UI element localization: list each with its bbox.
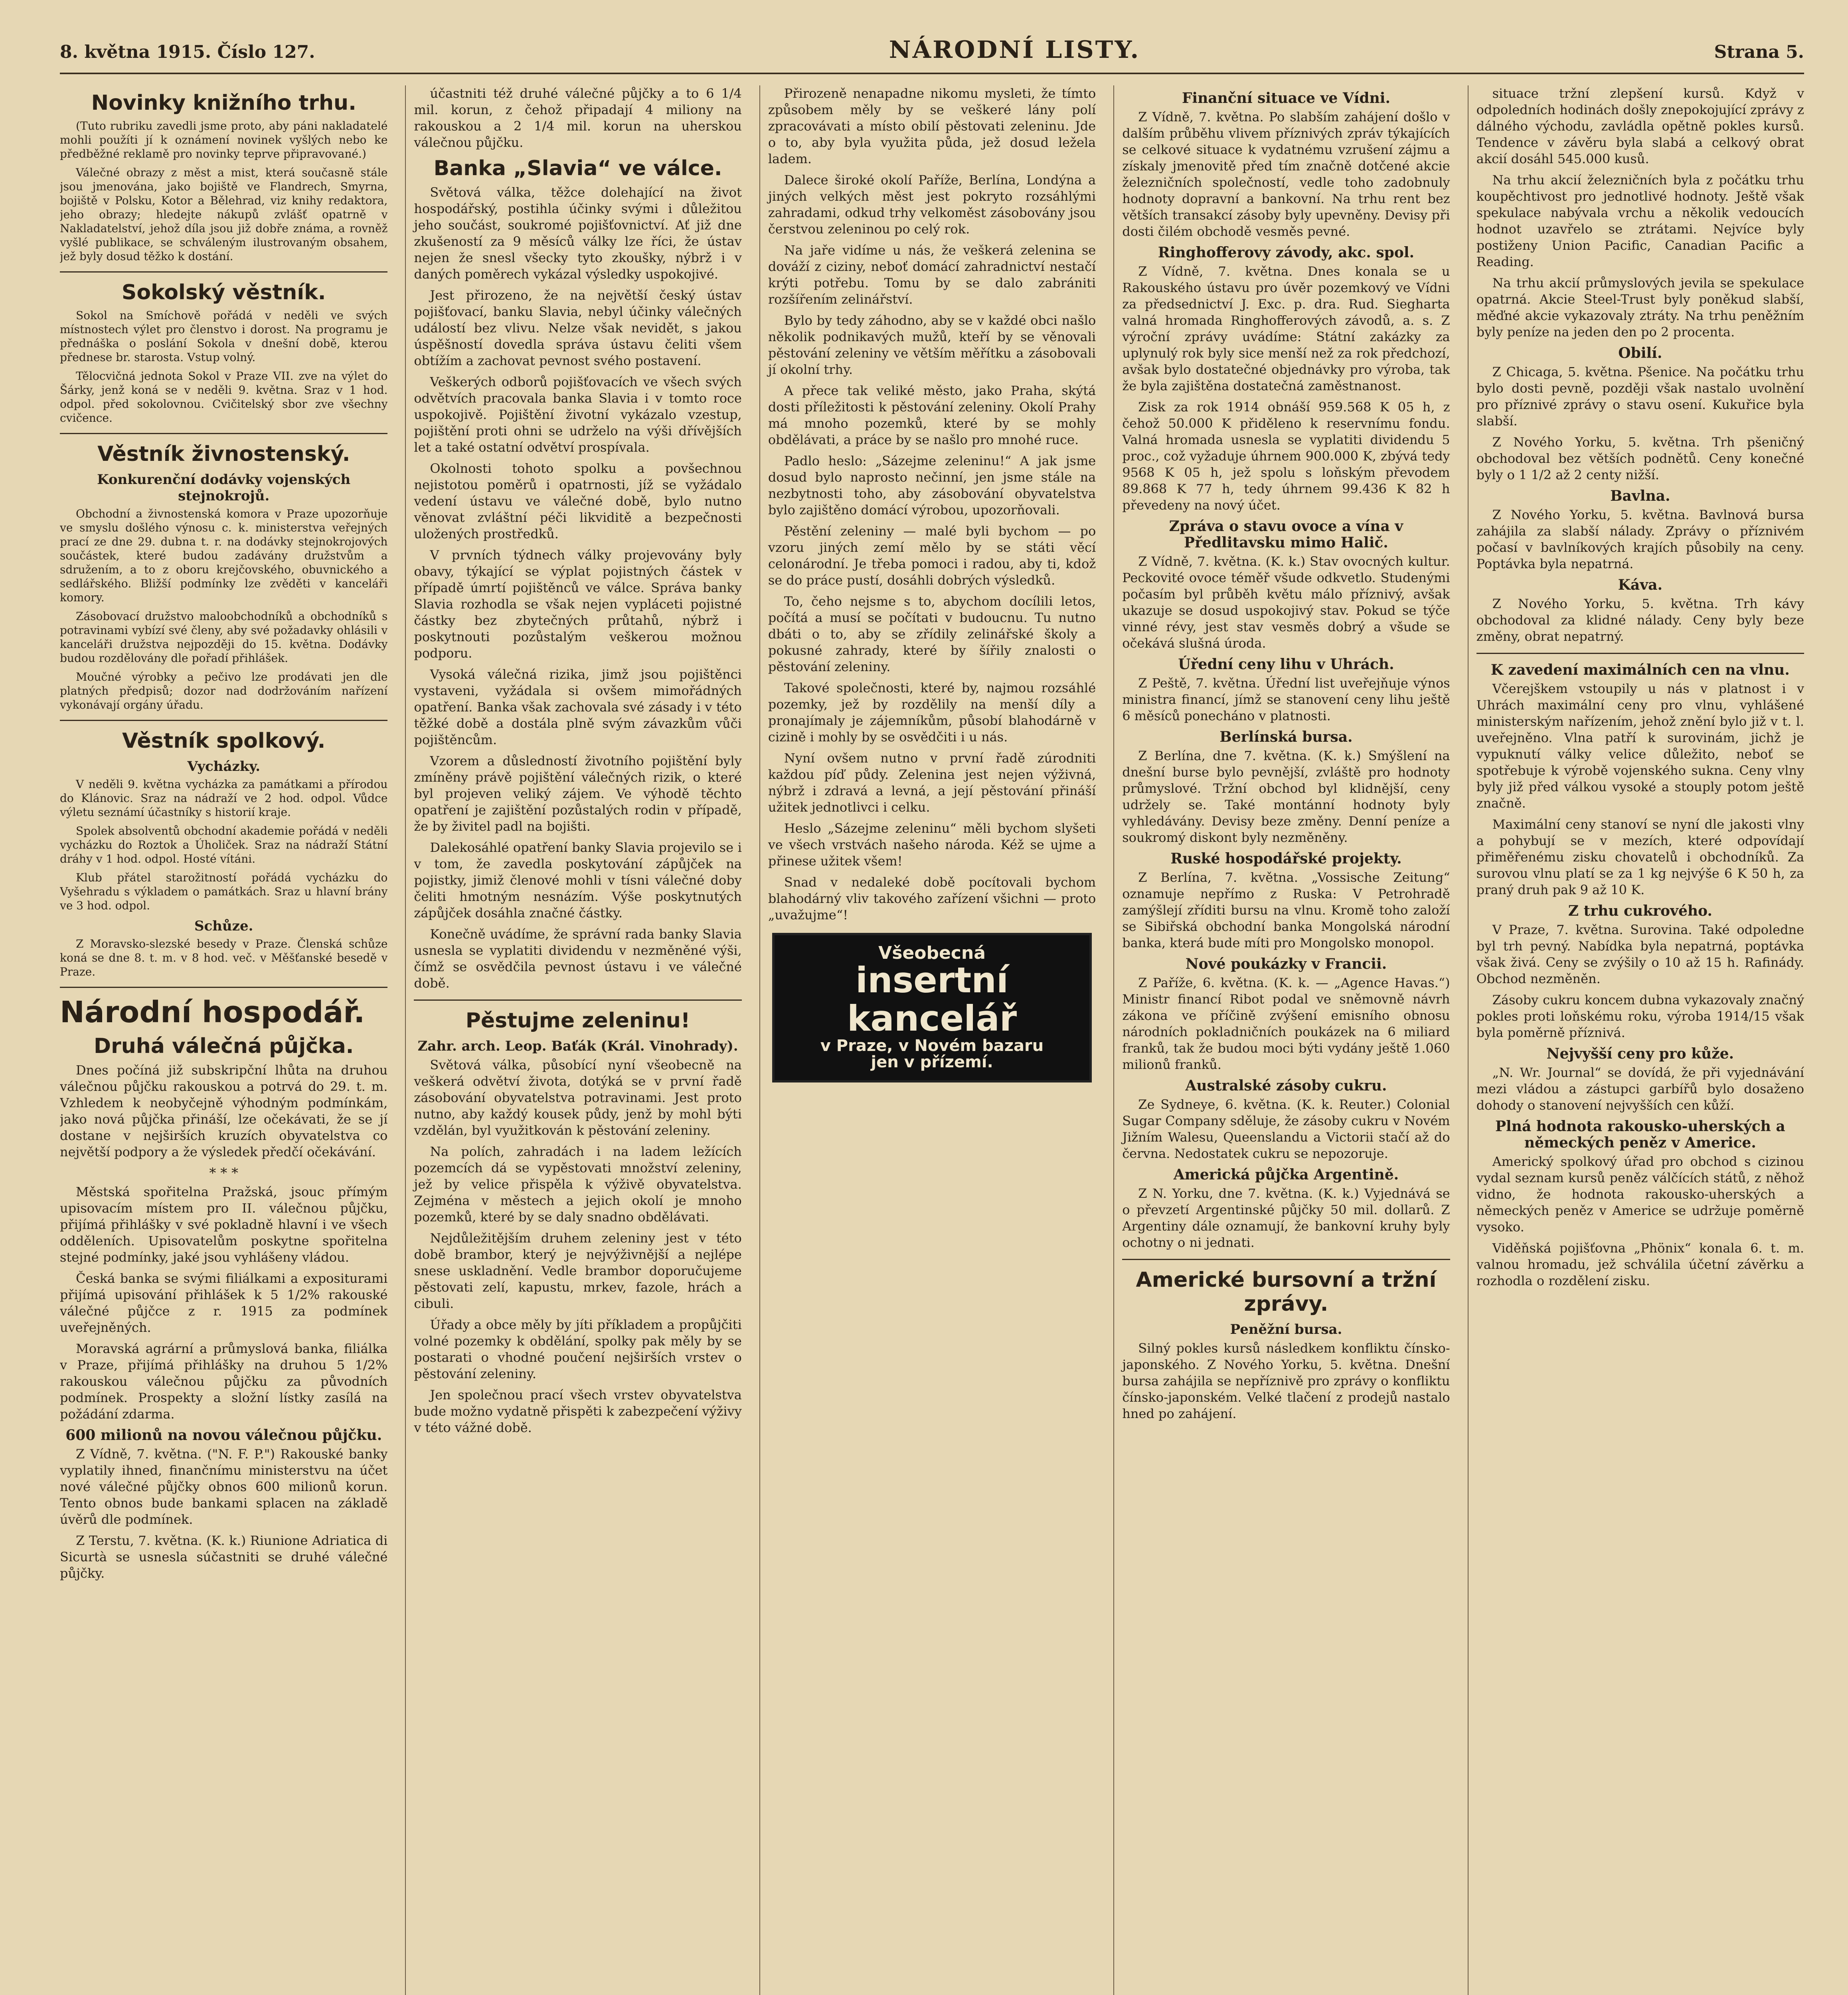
article-text: Viděňská pojišťovna „Phönix“ konala 6. t. m. valnou hromadu, jež schválila účetní závěrku a rozhodla o rozdělení zisku.	[1476, 1240, 1805, 1288]
article-text: Americký spolkový úřad pro obchod s cizinou vydal seznam kursů peněz válčících států, z něhož vidno, že hodnota rakousko-uherských a německých peněz v Americe se udržuje poměrně vysoko.	[1476, 1154, 1805, 1235]
article-text: účastniti též druhé válečné půjčky a to 6 1/4 mil. korun, z čehož připadají 4 miliony na rakouskou a 2 1/4 mil. korun na uherskou válečnou půjčku.	[414, 86, 742, 150]
heading-financni-situace: Finanční situace ve Vídni.	[1182, 90, 1390, 107]
article-text: Jest přirozeno, že na největší český ústav pojišťovací, banku Slavia, nebyl účinky válečných událostí bez vlivu. Nelze však nevidět, s jakou úspěšností dovedla správa ústavu čeliti všem obtížím a zachovat pevnost svého postavení.	[414, 288, 742, 368]
heading-ringhoffer: Ringhofferovy závody, akc. spol.	[1158, 244, 1415, 261]
divider	[414, 999, 741, 1001]
article-text: Nyní ovšem nutno v první řadě zúrodniti každou píď půdy. Zelenina jest nejen výživná, nýbrž i zdravá a levná, a její pěstování přináší užitek jednotlivci i celku.	[768, 751, 1096, 815]
article-text: Zásoby cukru koncem dubna vykazovaly značný pokles proti loňskému roku, výroba 1914/15 však byla poměrně příznivá.	[1476, 992, 1805, 1040]
newspaper-title: NÁRODNÍ LISTY.	[889, 36, 1140, 64]
article-text: Okolnosti tohoto spolku a povšechnou nejistotou poměrů i opatrnosti, jíž se vyžádalo vedení ústavu ve válečné době, bylo nutno věnovat zvláštní péči likviditě a bezpečnosti uložených prostředků.	[414, 461, 742, 541]
article-text: Na jaře vidíme u nás, že veškerá zelenina se dováží z ciziny, neboť domácí zahradnictví nestačí krýti potřebu. Tomu by se dalo zabrániti rozšířením zelinářství.	[768, 243, 1096, 307]
article-text: Veškerých odborů pojišťovacích ve všech svých odvětvích pracovala banka Slavia i v tomto roce uspokojivě. Pojištění životní vykázalo vzestup, pojištění proti ohni se udrželo na výši dřívějších let a také ostatní odvětví prospívala.	[414, 374, 742, 455]
heading-novinky: Novinky knižního trhu.	[91, 91, 356, 115]
heading-banka-slavia: Banka „Slavia“ ve válce.	[433, 156, 722, 180]
article-text: Zásobovací družstvo maloobchodníků a obchodníků s potravinami vybízí své členy, aby své požadavky ohlásili v kanceláři družstva nejpozději do 15. května. Dodávky budou rozdělovány dle pořadí přihlášek.	[60, 610, 388, 665]
article-text: Heslo „Sázejme zeleninu“ měli bychom slyšeti ve všech vrstvách našeho národa. Kéž se ujme a přinese užitek všem!	[768, 821, 1096, 869]
article-text: Padlo heslo: „Sázejme zeleninu!“ A jak jsme dosud bylo naprosto nečinní, jen jsme stále na nezbytnosti toho, aby zásobování obyvatelstva bylo zajištěno domácí výrobou, upozorňovali.	[768, 453, 1096, 518]
article-text: Z Terstu, 7. května. (K. k.) Riunione Adriatica di Sicurtà se usnesla súčastniti se druhé válečné půjčky.	[60, 1533, 388, 1581]
article-text: Česká banka se svými filiálkami a expositurami přijímá upisování přihlášek k 5 1/2% rakouské válečné půjčce z r. 1915 za podmínek uveřejněných.	[60, 1271, 388, 1335]
article-text: Vzorem a důsledností životního pojištění byly zmíněny právě pojištění válečných rizik, o které byl projeven veliký zájem. Ve výhodě těchto opatření je zajištění pozůstalých rodin v případě, že by živitel padl na bojišti.	[414, 753, 742, 834]
issue-date: 8. května 1915. Číslo 127.	[60, 42, 315, 62]
heading-kava: Káva.	[1618, 577, 1663, 593]
article-text: Na trhu akcií železničních byla z počátku trhu koupěchtivost pro jednotlivé hodnoty. Ještě však spekulace nabývala vrchu a několik vedoucích hodnot uzavřelo se ztrátami. Nejvíce byly postiženy Union Pacific, Canadian Pacific a Reading.	[1476, 172, 1805, 269]
novinky-note: (Tuto rubriku zavedli jsme proto, aby páni nakladatelé mohli použíti jí k oznámení novinek vyšlých nebo ke předběžné reklamě pro novinky teprve připravované.)	[60, 119, 388, 160]
article-text: Z Nového Yorku, 5. května. Bavlnová bursa zahájila za slabší nálady. Zprávy o příznivém počasí v bavlníkových krajích působily na ceny. Poptávka byla nepatrná.	[1476, 507, 1805, 571]
article-text: Světová válka, působící nyní všeobecně na veškerá odvětví života, dotýká se v první řadě zásobování obyvatelstva potravinami. Jest proto nutno, aby každý kousek půdy, jenž by mohl býti vzdělán, byl využitkován k pěstování zeleniny.	[414, 1057, 742, 1138]
article-text: Přirozeně nenapadne nikomu mysleti, že tímto způsobem měly by se veškeré lány polí zpracovávati a místo obilí pěstovati zeleninu. Jde o to, aby byla využita půda, jež dosud ležela ladem.	[768, 86, 1096, 166]
divider	[1476, 653, 1804, 654]
article-text: Z Nového Yorku, 5. května. Trh kávy obchodoval za klidné nálady. Ceny byly beze změny, obrat nepatrný.	[1476, 596, 1805, 644]
heading-ceny-lihu: Úřední ceny lihu v Uhrách.	[1178, 656, 1394, 673]
article-text: V prvních týdnech války projevovány byly obavy, týkající se výplat pojistných částek v případě úmrtí pojištěnců ve válce. Správa banky Slavia rozhodla se však nejen vypláceti pojistné částky bez zbytečných průtahů, nýbrž i poskytnouti pozůstalým veškerou možnou podporu.	[414, 547, 742, 661]
heading-valecna-pujcka: Druhá válečná půjčka.	[93, 1034, 354, 1058]
divider	[60, 987, 387, 988]
heading-obili: Obilí.	[1618, 345, 1662, 361]
article-text: Pěstění zeleniny — malé byli bychom — po vzoru jiných zemí mělo by se státi věcí celonárodní. Je třeba pomoci i radou, aby ti, kdož se do práce pustí, dosáhli dobrých výsledků.	[768, 523, 1096, 588]
column-2	[405, 85, 741, 1995]
article-text: Nejdůležitějším druhem zeleniny jest v této době brambor, který je nejvýživnější a nejlépe snese uskladnění. Vedle brambor doporučujeme pěstovati zelí, kapustu, mrkev, fazole, hrách a cibuli.	[414, 1231, 742, 1311]
article-text: Na polích, zahradách i na ladem ležících pozemcích dá se vypěstovati množství zeleniny, jež by velice přispěla k výživě obyvatelstva. Zejména v městech a jejich okolí je mnoho pozemků, které by se daly snadno obdělávati.	[414, 1144, 742, 1225]
article-text: A přece tak veliké město, jako Praha, skýtá dosti příležitosti k pěstování zeleniny. Okolí Prahy má mnoho pozemků, které by se mohly obdělávati, a práce by se našlo pro mnohé ruce.	[768, 383, 1096, 447]
heading-ceny-kuze: Nejvyšší ceny pro kůže.	[1546, 1045, 1734, 1062]
divider	[1122, 1259, 1450, 1260]
article-text: Takové společnosti, které by, najmou rozsáhlé pozemky, jež by rozdělily na menší díly a pronajímaly je zájemníkům, působí blahodárně v cizině i mohly by se osvědčiti i u nás.	[768, 680, 1096, 745]
heading-trh-cukrovy: Z trhu cukrového.	[1568, 903, 1712, 919]
article-text: V Praze, 7. května. Surovina. Také odpoledne byl trh pevný. Nabídka byla nepatrná, poptávka však živá. Ceny se zvýšily o 10 až 15 h. Rafinády. Obchod nezměněn.	[1476, 922, 1805, 986]
article-text: Tělocvičná jednota Sokol v Praze VII. zve na výlet do Šárky, jenž koná se v neděli 9. května. Sraz v 1 hod. odpol. před sokolovnou. Cvičitelský sbor zve všechny cvičence.	[60, 369, 388, 425]
article-text: Konečně uvádíme, že správní rada banky Slavia usnesla se vyplatiti dividendu v nezměněné výši, čímž se osvědčila pevnost ústavu i ve válečné době.	[414, 926, 742, 991]
article-text: Dnes počíná již subskripční lhůta na druhou válečnou půjčku rakouskou a potrvá do 29. t. m. Vzhledem k neobyčejně výhodným podmínkám, jako nová půjčka přináší, lze očekávati, že se jí dostane v nejširších kruzích obyvatelstva co největší podpory a že výsledek předčí očekávání.	[60, 1063, 388, 1159]
article-text: Moravská agrární a průmyslová banka, filiálka v Praze, přijímá přihlášky na druhou 5 1/2% rakouskou válečnou půjčku za původních podmínek. Prospekty a složní lístky zasílá na požádání zdarma.	[60, 1341, 388, 1422]
article-text: Z Berlína, 7. května. „Vossische Zeitung“ oznamuje nepřímo z Ruska: V Petrohradě zamýšlejí zříditi bursu na vlnu. Kromě toho založí se Sibiřská obchodní banka Mongolská národní banka, která bude míti pro Mongolsko monopol.	[1122, 870, 1450, 950]
heading-ruske-projekty: Ruské hospodářské projekty.	[1170, 850, 1402, 867]
article-text: Úřady a obce měly by jíti příkladem a propůjčiti volné pozemky k obdělání, spolky pak měly by se postarati o vhodné poučení nejširších vrstev o pěstování zeleniny.	[414, 1317, 742, 1381]
article-text: Z Vídně, 7. května. ("N. F. P.") Rakouské banky vyplatily ihned, finančnímu ministerstvu na účet nové válečné půjčky obnos 600 milionů korun. Tento obnos bude bankami splacen na základě úvěrů dle podmínek.	[60, 1446, 388, 1527]
heading-berlinska-bursa: Berlínská bursa.	[1219, 729, 1353, 745]
article-text: V neděli 9. května vycházka za památkami a přírodou do Klánovic. Sraz na nádraží ve 2 hod. odpol. Vůdce výletu seznámí účastníky s historií kraje.	[60, 778, 388, 819]
article-text: situace tržní zlepšení kursů. Když v odpoledních hodinách došly znepokojující zprávy z dálného východu, zavládla opětně pokles kursů. Tendence v závěru byla slabá a celkový obrat akcií dosáhl 545.000 kusů.	[1476, 86, 1805, 166]
article-text: „N. Wr. Journal“ se dovídá, že při vyjednávání mezi vládou a zástupci garbířů bylo dosaženo dohody o stanovení nejvyšších cen kůží.	[1476, 1065, 1805, 1113]
article-text: Vysoká válečná rizika, jimž jsou pojištěnci vystaveni, vyžádala si ovšem mimořádných opatření. Banka však zachovala své zásady i v této těžké době a dostála plně svým závazkům vůči pojištěncům.	[414, 667, 742, 747]
article-text: Z Moravsko-slezské besedy v Praze. Členská schůze koná se dne 8. t. m. v 8 hod. več. v Měšťanské besedě v Praze.	[60, 937, 388, 978]
divider	[60, 720, 387, 721]
author-line: Zahr. arch. Leop. Baťák (Král. Vinohrady).	[417, 1038, 738, 1054]
heading-bavlna: Bavlna.	[1610, 488, 1670, 504]
article-text: Z Vídně, 7. května. (K. k.) Stav ovocných kultur. Peckovité ovoce téměř všude odkvetlo. Studenými počasím byl průběh květu málo příznivý, avšak ukazuje se dosud uspokojivý stav. Pokud se týče vinné révy, jest stav vesměs dobrý a všude se očekává slušná úroda.	[1122, 554, 1450, 651]
article-text: Spolek absolventů obchodní akademie pořádá v neděli vycházku do Roztok a Úholiček. Sraz na nádraží Státní dráhy v 1 hod. odpol. Hosté vítáni.	[60, 824, 388, 865]
ad-line-1: Všeobecná	[878, 943, 986, 963]
article-text: Včerejškem vstoupily u nás v platnost i v Uhrách maximální ceny pro vlnu, vyhlášené ministerským nařízením, jehož znění bylo již v t. l. uveřejněno. Vlna patří k surovinám, jichž je vypuknutí války velice důležito, neboť se spotřebuje k výrobě vojenského sukna. Ceny vlny byly již před válkou vysoké a stouply potom ještě značně.	[1476, 681, 1805, 811]
column-1	[60, 85, 387, 1995]
masthead	[60, 36, 1804, 74]
heading-zivnostensky: Věstník živnostenský.	[97, 442, 350, 466]
article-text: Silný pokles kursů následkem konfliktu čínsko-japonského. Z Nového Yorku, 5. května. Dnešní bursa zahájila se nepříznivě pro zprávy o konfliktu čínsko-japonském. Velké tlačení z prodejů nastalo hned po zahájení.	[1122, 1341, 1450, 1421]
heading-hodnota-penez: Plná hodnota rakousko-uherských a německých peněz v Americe.	[1495, 1118, 1785, 1151]
column-5	[1468, 85, 1804, 1995]
article-text: Z Vídně, 7. května. Po slabším zahájení došlo v dalším průběhu vlivem příznivých zpráv týkajících se celkové situace k vydatnému vzrušení zájmu a získaly jmenovitě před tím značně dotčené akcie železničních společností, vedle toho zadobnuly hodnoty dopravní a bankovní. Na trhu rent bez větších transakcí zásoby byly upevněny. Devisy při dosti čilém obchodě vesměs pevné.	[1122, 109, 1450, 239]
section-stars: * * *	[209, 1165, 239, 1181]
subheading: Konkurenční dodávky vojenských stejnokrojů.	[97, 472, 351, 504]
article-text: To, čeho nejsme s to, abychom docílili letos, počítá a musí se počítati v budoucnu. Tu nutno dbáti o to, aby se zřídily zelinářské školy a pokusné zahrady, které by šířily znalosti o pěstování zeleniny.	[768, 594, 1096, 674]
article-text: Na trhu akcií průmyslových jevila se spekulace opatrná. Akcie Steel-Trust byly poněkud slabší, měďné akcie vykazovaly ztráty. Na trhu peněžním byly peníze na jeden den po 2 procenta.	[1476, 275, 1805, 340]
heading-sokolsky: Sokolský věstník.	[121, 280, 326, 304]
column-4	[1113, 85, 1450, 1995]
page-number: Strana 5.	[1714, 42, 1804, 62]
article-text: Klub přátel starožitností pořádá vycházku do Vyšehradu s výkladem o památkách. Sraz u hlavní brány ve 3 hod. odpol.	[60, 871, 388, 912]
article-text: Jen společnou prací všech vrstev obyvatelstva bude možno vydatně přispěti k zabezpečení výživy v této vážné době.	[414, 1387, 742, 1435]
heading-pestujme-zeleninu: Pěstujme zeleninu!	[465, 1009, 690, 1033]
ad-line-2: insertní kancelář	[847, 960, 1017, 1039]
heading-600-milionu: 600 milionů na novou válečnou půjčku.	[65, 1427, 382, 1444]
article-text: Zisk za rok 1914 obnáší 959.568 K 05 h, z čehož 50.000 K přiděleno k reservnímu fondu. Valná hromada usnesla se vyplatiti dividendu 5 proc., což vyžaduje úhrnem 900.000 K, zbývá tedy 9568 K 05 h, jež spolu s loňským převodem 89.868 K 77 h, tedy úhrnem 99.436 K 82 h převedeny na nový účet.	[1122, 399, 1450, 513]
article-text: Z Berlína, dne 7. května. (K. k.) Smýšlení na dnešní burse bylo pevnější, zvláště pro hodnoty průmyslové. Tržní obchod byl klidnější, ceny udržely se. Také montánní hodnoty byly vyhledávány. Devisy beze změny. Denní peníze a soukromý diskont byly nezměněny.	[1122, 748, 1450, 845]
article-text: Z Chicaga, 5. května. Pšenice. Na počátku trhu bylo dosti pevně, později však nastalo uvolnění pro příznivé zprávy o stavu osení. Kukuřice byla slabší.	[1476, 364, 1805, 429]
article-text: Obchodní a živnostenská komora v Praze upozorňuje ve smyslu došlého výnosu c. k. ministerstva veřejných prací ze dne 29. dubna t. r. na dodávky stejnokrojových součástek, které budou zadávány družstvům a sdružením, a to z oboru krejčovského, obuvnického a sedlářského. Bližší podmínky lze zvěděti v kanceláři komory.	[60, 507, 388, 604]
article-text: Světová válka, těžce dolehající na život hospodářský, postihla účinky svými i důležitou jeho součást, soukromé pojišťovnictví. Ať již dne zkušeností za 9 měsíců války lze říci, že ústav nejen že snesl všecky tyto zkoušky, nýbrž i v daných poměrech vykázal výsledky uspokojivé.	[414, 185, 742, 282]
article-text: Maximální ceny stanoví se nyní dle jakosti vlny a pohybují se v mezích, které odpovídají přiměřenému zisku chovatelů i obchodníků. Za surovou vlnu platí se za 1 kg nejvýše 6 K 50 h, za praný druh pak 9 až 10 K.	[1476, 817, 1805, 897]
divider	[60, 271, 387, 273]
article-text: Válečné obrazy z měst a mist, která současně stále jsou jmenována, jako bojiště ve Flandrech, Smyrna, bojiště v Polsku, Kotor a Bělehrad, viz knihy redaktora, jeho obrazy; hledejte nákupů zvlášť opatrně v Nakladatelství, jehož díla jsou již dobře známa, a rovněž vyšlé publikace, se schváleným ilustrovaným obsahem, jež byly dosud těžko k dostání.	[60, 166, 388, 263]
article-text: Z Vídně, 7. května. Dnes konala se u Rakouského ústavu pro úvěr pozemkový ve Vídni za předsednictví J. Exc. p. dra. Rud. Sieghartа valná hromada Ringhofferových závodů, a. s. Z výroční zprávy uvádíme: Státní zakázky za uplynulý rok byly sice menší než za rok předchozí, avšak bylo dostatečné objednávky pro výroba, tak že byla zajištěna dostatečná zaměstnanost.	[1122, 264, 1450, 393]
article-text: Ze Sydneye, 6. května. (K. k. Reuter.) Colonial Sugar Company sděluje, že zásoby cukru v Novém Jižním Walesu, Queenslandu a Victorii stačí až do června. Nedostatek cukru se nepozoruje.	[1122, 1097, 1450, 1161]
heading-spolkovy: Věstník spolkový.	[122, 729, 326, 753]
heading-americka-pujcka: Americká půjčka Argentině.	[1173, 1166, 1399, 1183]
article-text: Bylo by tedy záhodno, aby se v každé obci našlo několik podnikavých mužů, kteří by se věnovali pěstování zeleniny ve větším měřítku a zásobovali jí okolní trhy.	[768, 313, 1096, 377]
ad-line-4: jen v přízemí.	[871, 1053, 993, 1071]
article-text: Dalece široké okolí Paříže, Berlína, Londýna a jiných velkých měst jest pokryto rozsáhlými zahradami, odkud trhy velkoměst zásobovány jsou čerstvou zeleninou po celý rok.	[768, 172, 1096, 237]
article-text: Moučné výrobky a pečivo lze prodávati jen dle platných předpisů; dozor nad dodržováním nařízení vykonávají orgány úřadu.	[60, 670, 388, 711]
article-text: Z Peště, 7. května. Úřední list uveřejňuje výnos ministra financí, jímž se stanovení ceny lihu ještě 6 měsíců ponecháno v platnosti.	[1122, 676, 1450, 723]
heading-americke-zpravy: Americké bursovní a tržní zprávy.	[1136, 1268, 1437, 1316]
article-text: Dalekosáhlé opatření banky Slavia projevilo se i v tom, že zavedla poskytování zápůjček na pojistky, jimiž členové mohli v tísni válečné doby čeliti hmotným nesnázím. Výše poskytnutých zápůjček dosáhla značné částky.	[414, 840, 742, 920]
columns	[60, 85, 1804, 1995]
heading-ovoce-vino: Zpráva o stavu ovoce a vína v Předlitavsku mimo Halič.	[1169, 518, 1403, 551]
advertisement-insertni-kancelar	[772, 933, 1092, 1082]
heading-poukazky-francie: Nové poukázky v Francii.	[1185, 956, 1387, 972]
column-3	[759, 85, 1096, 1995]
article-text: Z N. Yorku, dne 7. května. (K. k.) Vyjednává se o převzetí Argentinské půjčky 50 mil. dollarů. Z Argentiny dále oznamují, že bankovní kruhy byly ochotny o ni jednati.	[1122, 1186, 1450, 1250]
article-text: Sokol na Smíchově pořádá v neděli ve svých místnostech výlet pro členstvo i dorost. Na programu je přednáška o poslání Sokola v dnešní době, kterou přednese br. starosta. Vstup volný.	[60, 309, 388, 364]
ad-line-3: v Praze, v Novém bazaru	[820, 1037, 1044, 1055]
subheading: Vycházky.	[187, 758, 261, 774]
subheading: Schůze.	[194, 918, 253, 934]
article-text: Z Nového Yorku, 5. května. Trh pšeničný obchodoval bez větších podnětů. Ceny konečné byly o 1 1/2 až 2 centy nižší.	[1476, 435, 1805, 482]
divider	[60, 433, 387, 434]
heading-australske-cukr: Australské zásoby cukru.	[1185, 1077, 1387, 1094]
heading-maximalni-ceny-vlna: K zavedení maximálních cen na vlnu.	[1490, 662, 1790, 678]
article-text: Městská spořitelna Pražská, jsouc přímým upisovacím místem pro II. válečnou půjčku, přijímá přihlášky v své pokladně hlavní i ve všech odděleních. Upisovatelům poskytne spořitelna stejné podmínky, jaké jsou vyhlášeny vládou.	[60, 1184, 388, 1265]
article-text: Z Paříže, 6. května. (K. k. — „Agence Havas.“) Ministr financí Ribot podal ve sněmovně návrh zákona ve příčině zvýšení emisního obnosu národních pokladničních poukázek na 6 miliard franků, tak že budou moci býti vydány ještě 1.060 milionů franků.	[1122, 975, 1450, 1072]
subheading: Peněžní bursa.	[1230, 1321, 1342, 1337]
article-text: Snad v nedaleké době pocítovali bychom blahodárný vliv takového zařízení všichni — proto „uvažujme“!	[768, 875, 1096, 922]
heading-narodni-hospodar: Národní hospodář.	[60, 995, 365, 1029]
